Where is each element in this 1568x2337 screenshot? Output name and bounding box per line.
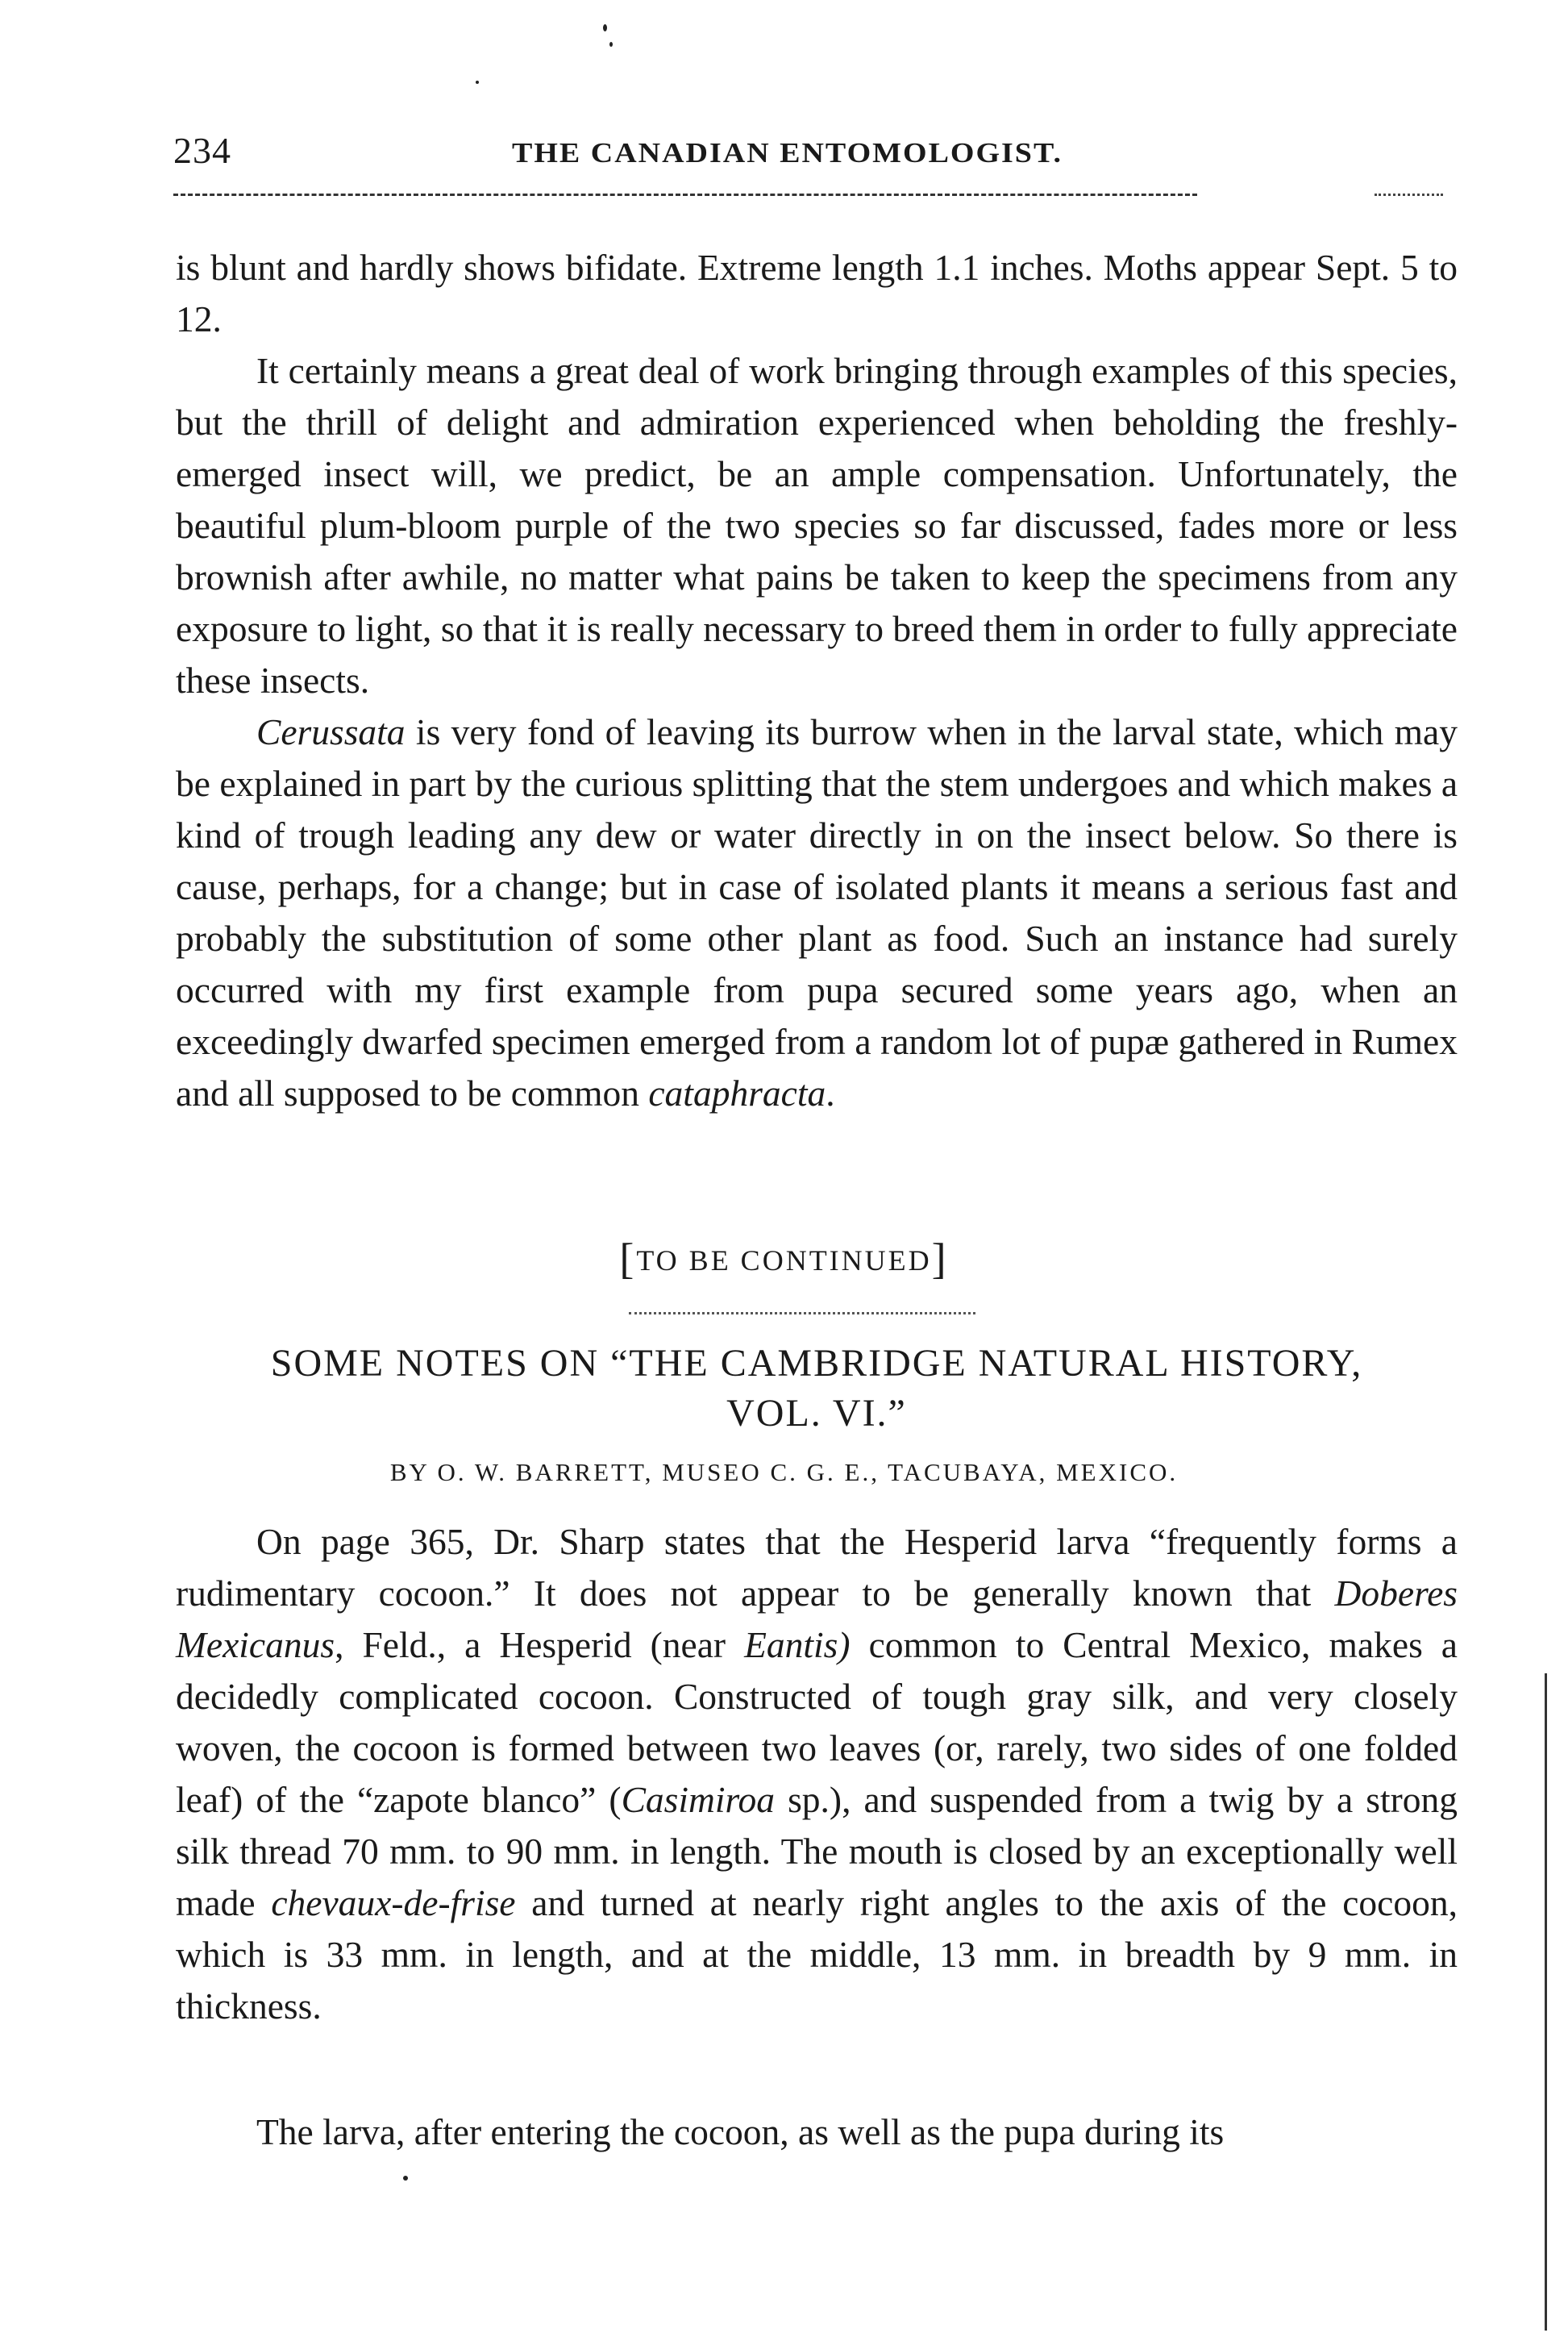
paragraph (176, 242, 1458, 345)
continued-text: TO BE CONTINUED (636, 1244, 932, 1277)
paragraph-text: On page 365, Dr. Sharp states that the Hesperid larva “frequently forms a rudimentary cocoon.” It does not appear to be generally known that (176, 1521, 1458, 1614)
page-header (173, 129, 1455, 177)
paragraph-text: is blunt and hardly shows bifidate. Extreme length 1.1 inches. Moths appear Sept. 5 to 12. (176, 247, 1458, 340)
paragraph (176, 706, 1458, 1119)
article-title-line: VOL. VI.” (726, 1392, 907, 1435)
margin-line (1545, 1673, 1547, 2331)
article-byline: BY O. W. BARRETT, MUSEO C. G. E., TACUBAYA, MEXICO. (389, 1458, 1179, 1486)
section-divider (629, 1312, 975, 1314)
plant-name: Casimiroa (621, 1779, 776, 1820)
species-name: Doberes Mexicanus (176, 1573, 1458, 1665)
term: chevaux-de-frise (271, 1882, 516, 1923)
header-rule-end (1375, 194, 1443, 196)
article-title-line: SOME NOTES ON “THE CAMBRIDGE NATURAL HISTORY, (270, 1342, 1363, 1385)
article-body-continued (176, 2106, 1458, 2158)
ink-speck (403, 2176, 408, 2181)
paragraph-text: common to Central Mexico, makes a decidedly complicated cocoon. Constructed of tough gray silk, and very closely woven, the cocoon is formed between two leaves (or, rarely, two sides of one folded leaf) of the “zapote blanco” ( (176, 1624, 1458, 1820)
ink-speck (603, 24, 607, 31)
continued-notice (0, 1234, 1568, 1284)
paragraph (176, 2106, 1458, 2158)
paragraph-text: It certainly means a great deal of work bringing through examples of this species, but the thrill of delight and admiration experienced when beholding the freshly-emerged insect will, we predict, be an ample compensation. Unfortunately, the beautiful plum-bloom purple of the two species so far discussed, fades more or less brownish after awhile, no matter what pains be taken to keep the specimens from any exposure to light, so that it is really necessary to breed them in order to fully appreciate these insects. (176, 350, 1458, 701)
paragraph-text: The larva, after entering the cocoon, as well as the pupa during its (256, 2111, 1225, 2152)
ink-speck (476, 81, 479, 84)
header-rule (173, 194, 1197, 196)
ink-speck (609, 42, 613, 47)
paragraph-text: and turned at nearly right angles to the axis of the cocoon, which is 33 mm. in length, and at the middle, 13 mm. in breadth by 9 mm. in thickness. (176, 1882, 1458, 2027)
paragraph-text: sp.), and suspended from a twig by a strong silk thread 70 mm. to 90 mm. in length. The mouth is closed by an exceptionally well made (176, 1779, 1458, 1923)
bracket-close: ] (931, 1235, 949, 1283)
paragraph (176, 345, 1458, 706)
continued-article-body (176, 242, 1458, 1119)
species-name: cataphracta (648, 1073, 826, 1114)
paragraph-text: , Feld., a Hesperid (near (335, 1624, 745, 1665)
article-body (176, 1516, 1458, 2032)
bracket-open: [ (619, 1235, 637, 1283)
page-number: 234 (173, 130, 231, 171)
paragraph-text: is very fond of leaving its burrow when in the larval state, which may be explained in part by the curious splitting that the stem undergoes and which makes a kind of trough leading any dew or water directly in on the insect below. So there is cause, perhaps, for a change; but in case of isolated plants it means a serious fast and probably the substitution of some other plant as food. Such an instance had surely occurred with my first example from pupa secured some years ago, when an exceedingly dwarfed specimen emerged from a random lot of pupæ gathered in Rumex and all supposed to be common (176, 711, 1458, 1114)
paragraph-text: . (826, 1073, 835, 1114)
paragraph (176, 1516, 1458, 2032)
genus-name: Eantis) (744, 1624, 851, 1665)
species-name: Cerussata (256, 711, 406, 752)
article-title (176, 1339, 1458, 1439)
running-title: THE CANADIAN ENTOMOLOGIST. (512, 137, 1063, 169)
